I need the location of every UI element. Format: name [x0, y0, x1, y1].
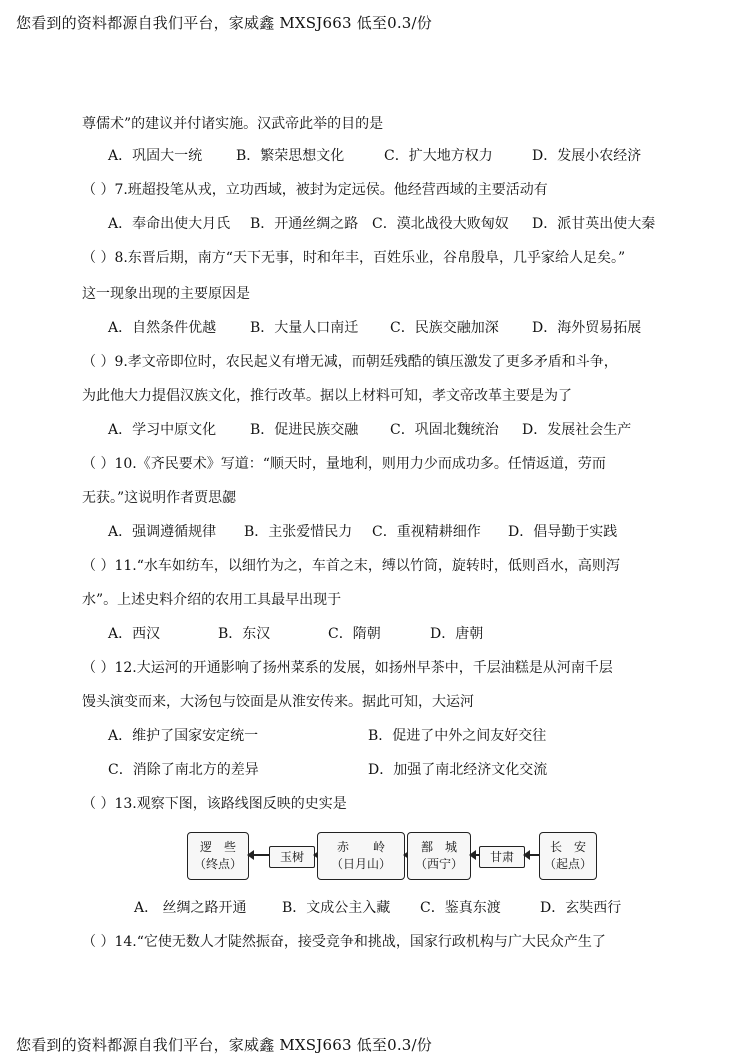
route-node-luoxie — [187, 832, 249, 880]
route-node-changan — [539, 832, 597, 880]
q12-option-b: B．促进了中外之间友好交往 — [368, 728, 547, 744]
q14-stem-line1: （ ）14.“它使无数人才陡然振奋，接受竞争和挑战，国家行政机构与广大民众产生了 — [82, 934, 606, 950]
q10-stem-line1: （ ）10.《齐民要术》写道：“顺天时，量地利，则用力少而成功多。任情返道，劳而 — [82, 456, 606, 472]
route-node-luoxie-name: 逻 些 — [199, 840, 236, 854]
q11-stem-line2: 水”。上述史料介绍的农用工具最早出现于 — [82, 592, 342, 608]
q12-stem-line1: （ ）12.大运河的开通影响了扬州菜系的发展，如扬州早茶中，千层油糕是从河南千层 — [82, 660, 613, 676]
route-node-gansu: 甘肃 — [479, 846, 525, 868]
q9-option-c: C．巩固北魏统治 — [390, 422, 499, 438]
q12-stem-line2: 馒头演变而来，大汤包与饺面是从淮安传来。据此可知，大运河 — [82, 694, 474, 710]
route-diagram — [183, 828, 673, 888]
q6-option-c: C．扩大地方权力 — [384, 148, 493, 164]
q12-option-c: C．消除了南北方的差异 — [108, 762, 259, 778]
q6-option-b: B．繁荣思想文化 — [236, 148, 345, 164]
q11-option-d: D．唐朝 — [430, 626, 484, 642]
q13-option-a: A． 丝绸之路开通 — [134, 900, 247, 916]
q8-stem-line2: 这一现象出现的主要原因是 — [82, 286, 250, 302]
q8-option-a: A．自然条件优越 — [108, 320, 217, 336]
route-node-shancheng-name: 鄯 城 — [420, 840, 457, 854]
q6-option-d: D．发展小农经济 — [532, 148, 642, 164]
q10-option-c: C．重视精耕细作 — [372, 524, 481, 540]
q9-option-b: B．促进民族交融 — [250, 422, 359, 438]
q11-option-b: B．东汉 — [218, 626, 271, 642]
q6-stem-tail: 尊儒术”的建议并付诸实施。汉武帝此举的目的是 — [82, 116, 384, 132]
q13-option-c: C．鉴真东渡 — [420, 900, 501, 916]
route-node-luoxie-note: （终点） — [193, 857, 242, 871]
route-arrow-1 — [253, 854, 269, 856]
q7-stem: （ ）7.班超投笔从戎，立功西域，被封为定远侯。他经营西域的主要活动有 — [82, 182, 548, 198]
route-node-changan-name: 长 安 — [549, 840, 586, 854]
q8-stem-line1: （ ）8.东晋后期，南方“天下无事，时和年丰，百姓乐业，谷帛殷阜，几乎家给人足矣。” — [82, 250, 626, 266]
q8-option-d: D．海外贸易拓展 — [532, 320, 642, 336]
route-node-shancheng — [407, 832, 471, 880]
route-node-shancheng-note: （西宁） — [414, 857, 463, 871]
q13-option-b: B．文成公主入藏 — [282, 900, 391, 916]
q10-option-d: D．倡导勤于实践 — [508, 524, 618, 540]
q10-option-b: B．主张爱惜民力 — [244, 524, 353, 540]
route-node-changan-note: （起点） — [543, 857, 592, 871]
q9-stem-line2: 为此他大力提倡汉族文化，推行改革。据以上材料可知，孝文帝改革主要是为了 — [82, 388, 572, 404]
q7-option-d: D．派甘英出使大秦 — [532, 216, 656, 232]
q12-option-d: D．加强了南北经济文化交流 — [368, 762, 548, 778]
route-node-chiling — [317, 832, 405, 880]
q11-stem-line1: （ ）11.“水车如纺车，以细竹为之，车首之末，缚以竹筒，旋转时，低则舀水，高则泻 — [82, 558, 620, 574]
q10-option-a: A．强调遵循规律 — [108, 524, 217, 540]
route-node-chiling-note: （日月山） — [330, 857, 391, 871]
q7-option-b: B．开通丝绸之路 — [250, 216, 359, 232]
q9-option-d: D．发展社会生产 — [522, 422, 632, 438]
q13-stem: （ ）13.观察下图，该路线图反映的史实是 — [82, 796, 347, 812]
q9-option-a: A．学习中原文化 — [108, 422, 217, 438]
q9-stem-line1: （ ）9.孝文帝即位时，农民起义有增无减，而朝廷残酷的镇压激发了更多矛盾和斗争， — [82, 354, 618, 370]
q11-option-a: A．西汉 — [108, 626, 161, 642]
q7-option-a: A．奉命出使大月氏 — [108, 216, 231, 232]
q7-option-c: C．漠北战役大败匈奴 — [372, 216, 509, 232]
route-node-yushu: 玉树 — [269, 846, 315, 868]
q11-option-c: C．隋朝 — [328, 626, 381, 642]
route-node-chiling-name: 赤 岭 — [336, 840, 385, 854]
top-banner: 您看到的资料都源自我们平台，家威鑫 MXSJ663 低至0.3/份 — [16, 14, 433, 32]
q10-stem-line2: 无获。”这说明作者贾思勰 — [82, 490, 237, 506]
q8-option-b: B．大量人口南迁 — [250, 320, 359, 336]
bottom-banner: 您看到的资料都源自我们平台，家威鑫 MXSJ663 低至0.3/份 — [16, 1036, 433, 1054]
q8-option-c: C．民族交融加深 — [390, 320, 499, 336]
q6-option-a: A．巩固大一统 — [108, 148, 203, 164]
q12-option-a: A．维护了国家安定统一 — [108, 728, 259, 744]
q13-option-d: D．玄奘西行 — [540, 900, 622, 916]
